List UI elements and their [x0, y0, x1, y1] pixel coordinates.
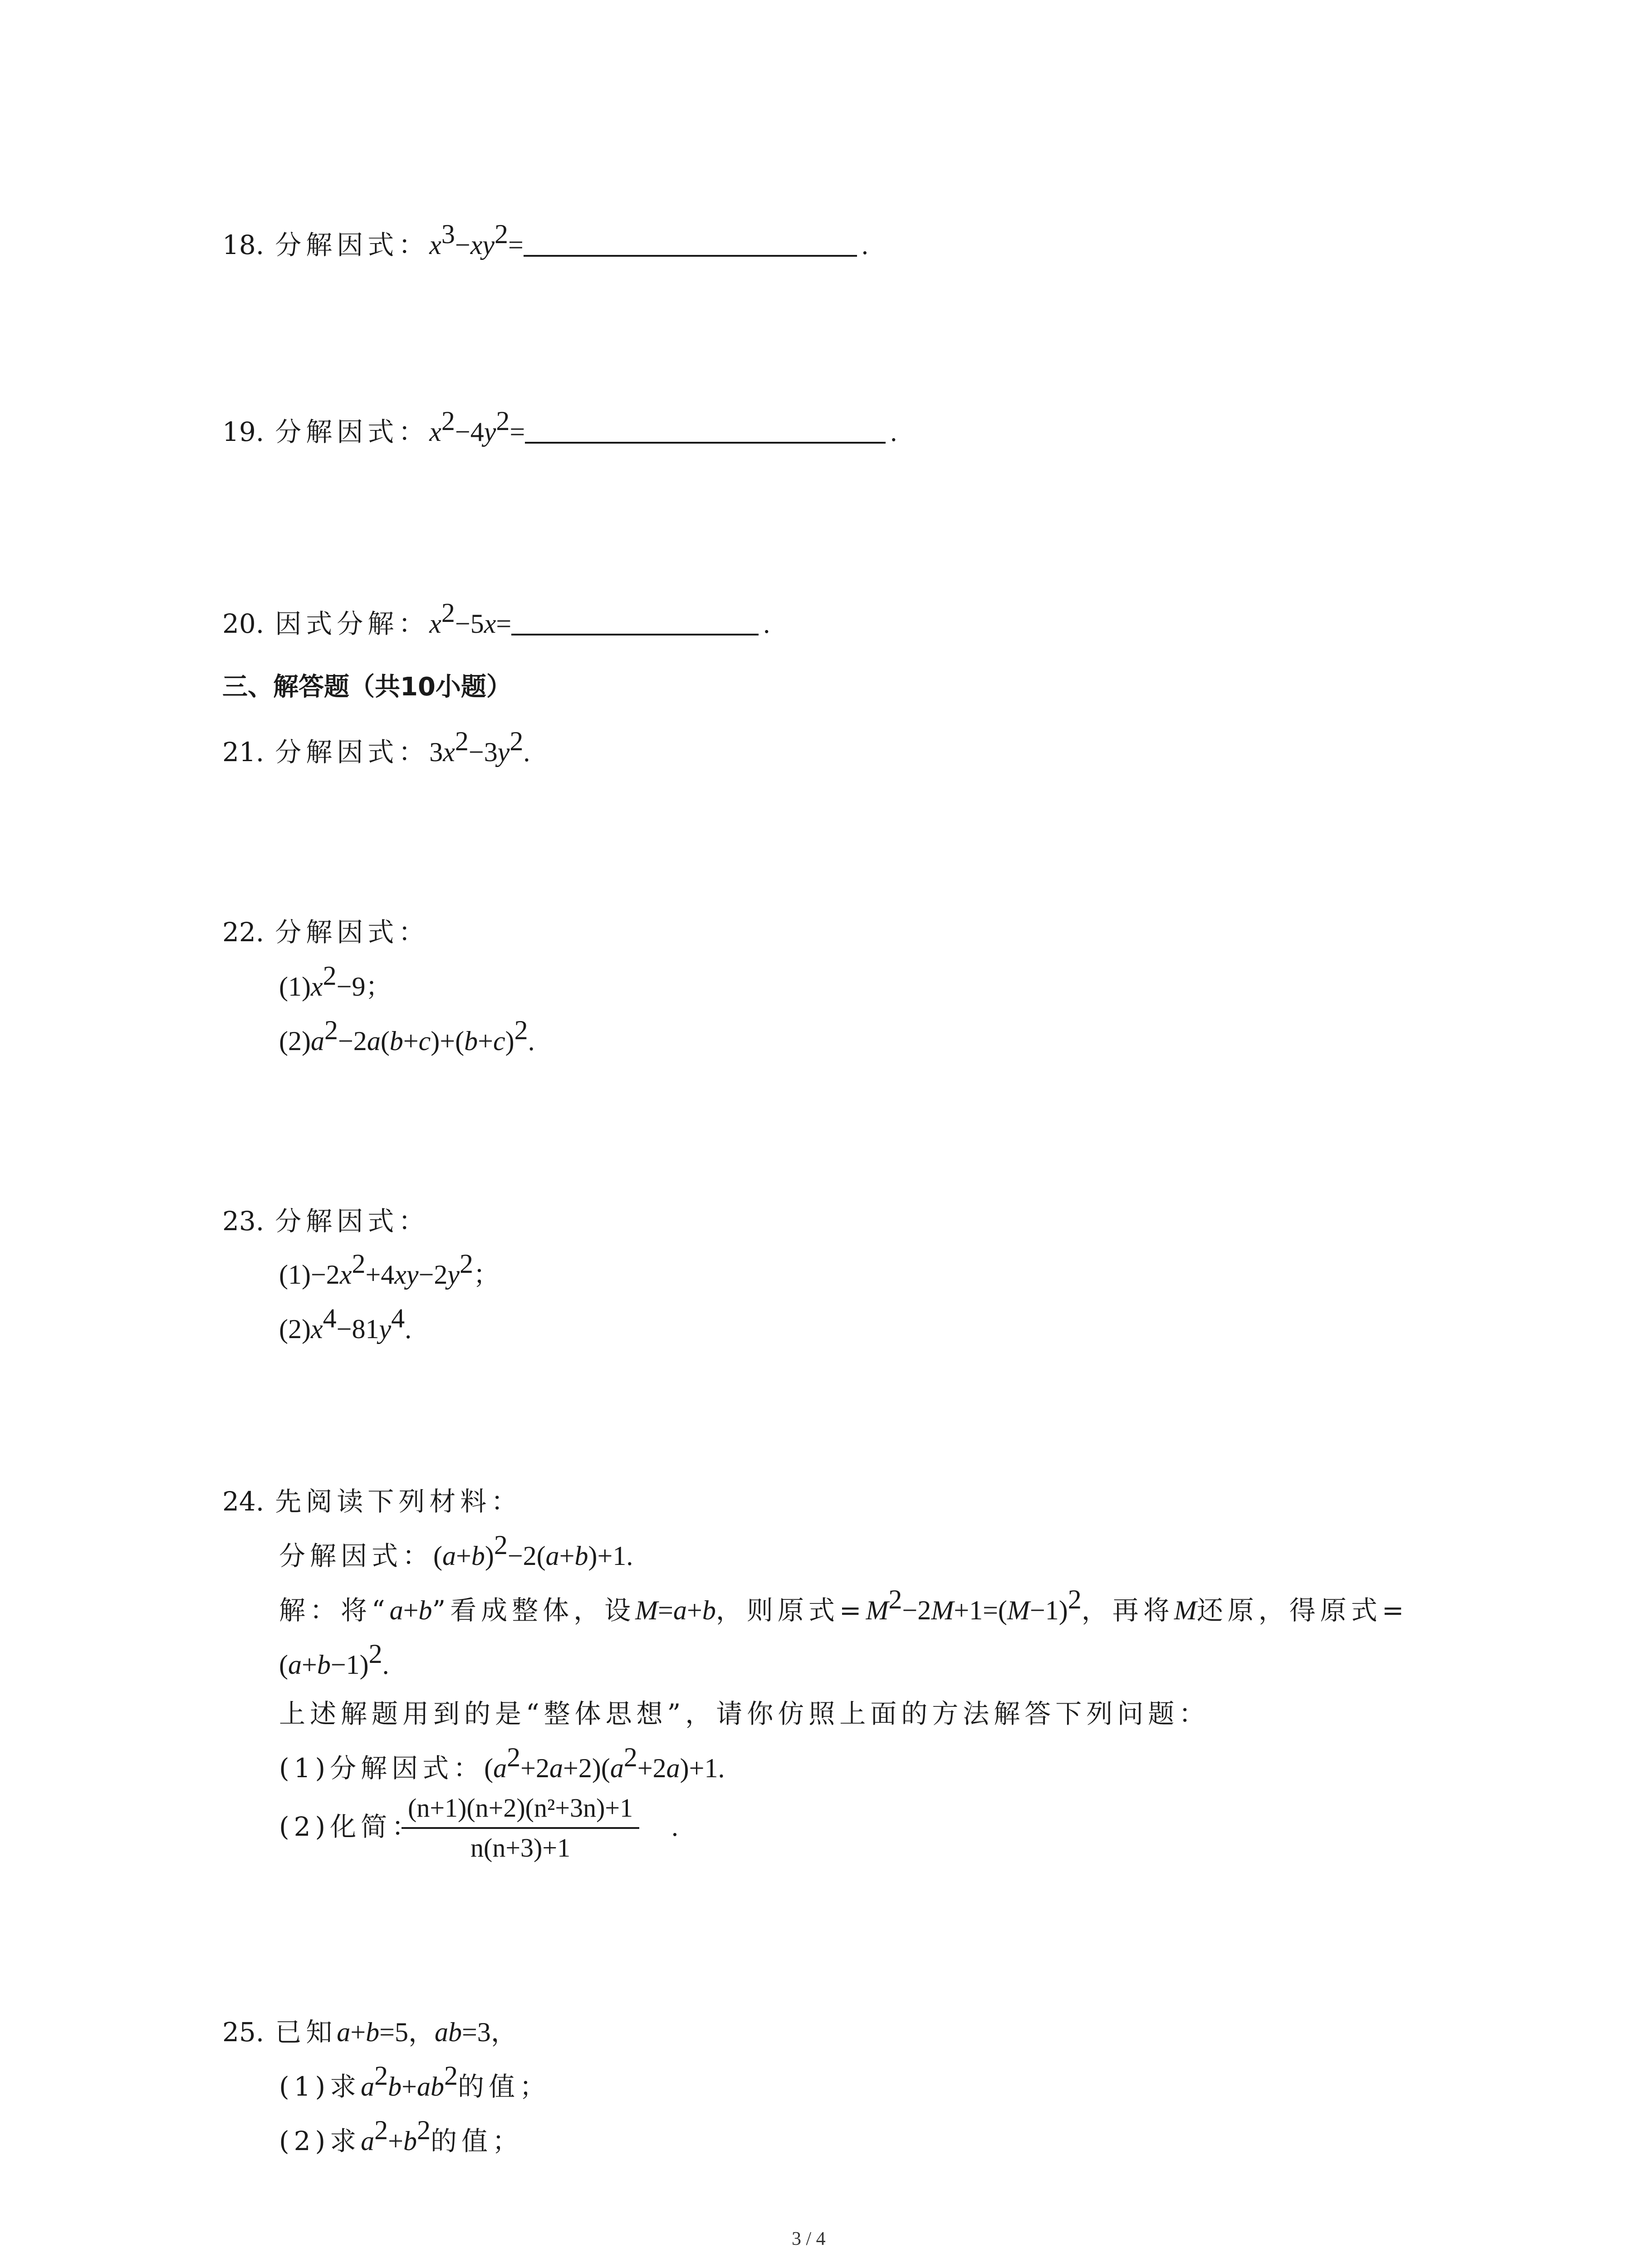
question-number: 24. [222, 1486, 265, 1517]
question-23-part-1: $(1)-2x^2+4xy-2y^2$； [279, 1249, 500, 1290]
question-number: 25. [222, 2017, 265, 2048]
question-number: 23. [222, 1206, 265, 1237]
math-expression: $x^3-xy^2=$ [429, 219, 524, 260]
answer-blank[interactable] [525, 415, 886, 444]
question-19: 19. 分解因式：$x^2-4y^2=$ . [222, 414, 897, 450]
question-number: 20. [222, 608, 265, 639]
question-intro: 先阅读下列材料： [275, 1486, 522, 1517]
question-22-part-1: $(1)x^2-9$； [279, 961, 392, 1002]
q24-example: 分解因式：$(a+b)^2-2(a+b)+1$. [279, 1530, 633, 1571]
question-23 [222, 1203, 429, 1239]
question-label: 分解因式： [275, 917, 430, 948]
question-22-part-2: $(2)a^2-2a(b+c)+(b+c)^2$. [279, 1015, 535, 1056]
question-18: 18. 分解因式：$x^3-xy^2=$ . [222, 227, 868, 263]
question-number: 19. [222, 416, 265, 447]
math-expression: $x^2-4y^2=$ [429, 406, 525, 447]
question-label: 分解因式： [275, 230, 430, 260]
math-expression: $x^2-5x=$ [429, 598, 512, 639]
q24-note: 上述解题用到的是“整体思想”，请你仿照上面的方法解答下列问题： [279, 1698, 1210, 1729]
question-23-part-2: $(2)x^4-81y^4$. [279, 1303, 412, 1344]
answer-blank[interactable] [524, 229, 857, 257]
question-25: 25. 已知a+b=5，ab=3， [222, 2014, 517, 2050]
question-label: 分解因式： [275, 416, 430, 447]
q24-solution-cont: $(a+b-1)^2$. [279, 1639, 389, 1680]
question-number: 21. [222, 737, 265, 767]
page-number: 3 / 4 [792, 2229, 826, 2249]
question-label: 因式分解： [275, 608, 430, 639]
question-label: 分解因式： [275, 1206, 430, 1237]
question-22 [222, 914, 429, 950]
question-label: 分解因式： [275, 737, 430, 767]
question-number: 18. [222, 230, 265, 260]
question-number: 22. [222, 917, 265, 948]
answer-blank[interactable] [511, 607, 759, 635]
question-21: 21. 分解因式：$3x^2-3y^2$. [222, 734, 530, 770]
question-25-part-2: (2)求$a^2+b^2$的值； [279, 2115, 524, 2156]
question-24 [222, 1483, 522, 1520]
question-25-part-1: (1)求$a^2b+ab^2$的值； [279, 2061, 551, 2102]
fraction-denominator: n(n+3)+1 [470, 1833, 571, 1862]
question-20: 20. 因式分解：$x^2-5x=$ . [222, 606, 770, 642]
q24-part-2: (2)化简： [279, 1811, 423, 1842]
q24-part-2-end: . [671, 1812, 678, 1842]
math-expression: $3x^2-3y^2$ [429, 726, 524, 767]
q24-solution: 解：将“a+b”看成整体，设M=a+b，则原式$=M^2-2M+1=(M-1)^2$，再将M还原，得原式= [279, 1584, 1409, 1626]
fraction-numerator: (n+1)(n+2)(n²+3n)+1 [402, 1792, 639, 1829]
section-heading: 三、解答题（共10小题） [222, 672, 512, 702]
q24-fraction [402, 1792, 639, 1864]
q24-part-1: (1)分解因式：$(a^2+2a+2)(a^2+2a)+1$. [279, 1742, 725, 1784]
